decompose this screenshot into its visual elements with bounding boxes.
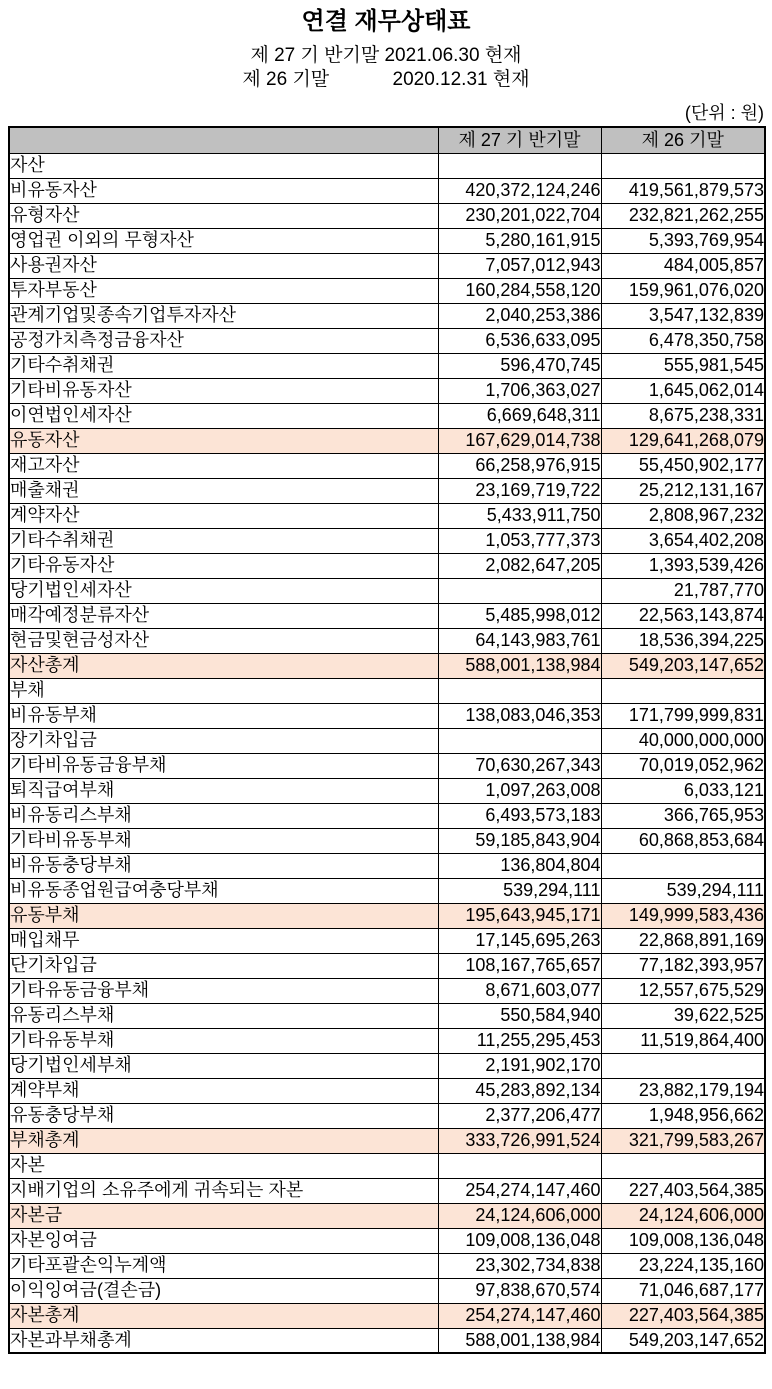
period-line-prior: 제 26 기말 2020.12.31 현재 — [242, 69, 530, 90]
value-period-26: 549,203,147,652 — [601, 1328, 765, 1353]
value-period-26: 18,536,394,225 — [601, 628, 765, 653]
table-row — [9, 203, 765, 228]
period-line-current: 제 27 기 반기말 2021.06.30 현재 — [250, 45, 522, 66]
table-row — [9, 753, 765, 778]
value-period-27: 70,630,267,343 — [438, 753, 601, 778]
account-label: 기타비유동부채 — [9, 828, 438, 853]
table-row — [9, 1053, 765, 1078]
value-period-26 — [601, 1053, 765, 1078]
value-period-27: 109,008,136,048 — [438, 1228, 601, 1253]
column-header-period-27: 제 27 기 반기말 — [438, 127, 601, 153]
value-period-27: 2,377,206,477 — [438, 1103, 601, 1128]
account-label: 계약부채 — [9, 1078, 438, 1103]
value-period-26: 70,019,052,962 — [601, 753, 765, 778]
value-period-26: 109,008,136,048 — [601, 1228, 765, 1253]
account-label: 유동충당부채 — [9, 1103, 438, 1128]
account-label: 기타유동부채 — [9, 1028, 438, 1053]
account-label: 이익잉여금(결손금) — [9, 1278, 438, 1303]
value-period-26: 419,561,879,573 — [601, 178, 765, 203]
table-row — [9, 453, 765, 478]
table-row — [9, 703, 765, 728]
value-period-26: 22,868,891,169 — [601, 928, 765, 953]
value-period-26: 149,999,583,436 — [601, 903, 765, 928]
account-label: 당기법인세자산 — [9, 578, 438, 603]
value-period-27: 230,201,022,704 — [438, 203, 601, 228]
value-period-26: 8,675,238,331 — [601, 403, 765, 428]
value-period-27: 5,280,161,915 — [438, 228, 601, 253]
account-label: 지배기업의 소유주에게 귀속되는 자본 — [9, 1178, 438, 1203]
value-period-27: 333,726,991,524 — [438, 1128, 601, 1153]
table-row — [9, 828, 765, 853]
value-period-27: 1,706,363,027 — [438, 378, 601, 403]
value-period-26: 5,393,769,954 — [601, 228, 765, 253]
table-row — [9, 853, 765, 878]
value-period-26: 484,005,857 — [601, 253, 765, 278]
account-label: 현금및현금성자산 — [9, 628, 438, 653]
table-row — [9, 878, 765, 903]
value-period-26: 6,033,121 — [601, 778, 765, 803]
table-row — [9, 1128, 765, 1153]
value-period-27: 2,040,253,386 — [438, 303, 601, 328]
value-period-27 — [438, 578, 601, 603]
table-row — [9, 578, 765, 603]
table-row — [9, 1003, 765, 1028]
value-period-27: 160,284,558,120 — [438, 278, 601, 303]
value-period-26: 39,622,525 — [601, 1003, 765, 1028]
account-label: 공정가치측정금융자산 — [9, 328, 438, 353]
table-row — [9, 403, 765, 428]
table-row — [9, 553, 765, 578]
value-period-27: 195,643,945,171 — [438, 903, 601, 928]
value-period-27: 23,169,719,722 — [438, 478, 601, 503]
table-row — [9, 1153, 765, 1178]
account-label: 자본잉여금 — [9, 1228, 438, 1253]
account-label: 유동자산 — [9, 428, 438, 453]
table-row — [9, 1103, 765, 1128]
value-period-26: 24,124,606,000 — [601, 1203, 765, 1228]
account-label: 비유동자산 — [9, 178, 438, 203]
table-row — [9, 1278, 765, 1303]
value-period-26: 11,519,864,400 — [601, 1028, 765, 1053]
account-label: 퇴직급여부채 — [9, 778, 438, 803]
value-period-26: 549,203,147,652 — [601, 653, 765, 678]
account-label: 자본 — [9, 1153, 438, 1178]
value-period-26: 21,787,770 — [601, 578, 765, 603]
value-period-26: 227,403,564,385 — [601, 1303, 765, 1328]
account-label: 자산총계 — [9, 653, 438, 678]
column-header-period-26: 제 26 기말 — [601, 127, 765, 153]
value-period-27: 167,629,014,738 — [438, 428, 601, 453]
table-row — [9, 328, 765, 353]
table-row — [9, 653, 765, 678]
account-label: 유동리스부채 — [9, 1003, 438, 1028]
value-period-26: 321,799,583,267 — [601, 1128, 765, 1153]
table-row — [9, 478, 765, 503]
value-period-27: 1,053,777,373 — [438, 528, 601, 553]
account-label: 기타수취채권 — [9, 528, 438, 553]
value-period-27: 8,671,603,077 — [438, 978, 601, 1003]
table-row — [9, 953, 765, 978]
value-period-26: 25,212,131,167 — [601, 478, 765, 503]
table-row — [9, 178, 765, 203]
table-row — [9, 678, 765, 703]
value-period-26: 3,547,132,839 — [601, 303, 765, 328]
value-period-26: 71,046,687,177 — [601, 1278, 765, 1303]
value-period-27: 6,493,573,183 — [438, 803, 601, 828]
account-label: 당기법인세부채 — [9, 1053, 438, 1078]
value-period-27: 596,470,745 — [438, 353, 601, 378]
value-period-27: 5,485,998,012 — [438, 603, 601, 628]
value-period-26: 129,641,268,079 — [601, 428, 765, 453]
table-row — [9, 778, 765, 803]
account-label: 유형자산 — [9, 203, 438, 228]
value-period-26: 22,563,143,874 — [601, 603, 765, 628]
account-label: 계약자산 — [9, 503, 438, 528]
value-period-27: 588,001,138,984 — [438, 653, 601, 678]
account-label: 부채 — [9, 678, 438, 703]
account-label: 기타포괄손익누계액 — [9, 1253, 438, 1278]
value-period-26: 60,868,853,684 — [601, 828, 765, 853]
value-period-27: 136,804,804 — [438, 853, 601, 878]
value-period-27: 59,185,843,904 — [438, 828, 601, 853]
value-period-26: 2,808,967,232 — [601, 503, 765, 528]
value-period-26: 1,645,062,014 — [601, 378, 765, 403]
table-row — [9, 803, 765, 828]
table-row — [9, 903, 765, 928]
account-label: 이연법인세자산 — [9, 403, 438, 428]
value-period-27: 97,838,670,574 — [438, 1278, 601, 1303]
table-row — [9, 1178, 765, 1203]
value-period-26: 1,948,956,662 — [601, 1103, 765, 1128]
table-row — [9, 153, 765, 178]
table-row — [9, 978, 765, 1003]
account-label: 투자부동산 — [9, 278, 438, 303]
value-period-27: 108,167,765,657 — [438, 953, 601, 978]
value-period-26: 1,393,539,426 — [601, 553, 765, 578]
account-label: 부채총계 — [9, 1128, 438, 1153]
value-period-27: 66,258,976,915 — [438, 453, 601, 478]
table-row — [9, 1028, 765, 1053]
value-period-26: 539,294,111 — [601, 878, 765, 903]
table-row — [9, 253, 765, 278]
table-row — [9, 278, 765, 303]
account-label: 비유동충당부채 — [9, 853, 438, 878]
table-row — [9, 603, 765, 628]
value-period-26: 171,799,999,831 — [601, 703, 765, 728]
table-row — [9, 378, 765, 403]
table-row — [9, 1328, 765, 1353]
account-label: 자본과부채총계 — [9, 1328, 438, 1353]
value-period-27: 23,302,734,838 — [438, 1253, 601, 1278]
table-row — [9, 353, 765, 378]
value-period-26: 55,450,902,177 — [601, 453, 765, 478]
value-period-26: 12,557,675,529 — [601, 978, 765, 1003]
table-row — [9, 1078, 765, 1103]
account-label: 자산 — [9, 153, 438, 178]
value-period-27: 1,097,263,008 — [438, 778, 601, 803]
value-period-27: 588,001,138,984 — [438, 1328, 601, 1353]
table-row — [9, 1303, 765, 1328]
value-period-27: 24,124,606,000 — [438, 1203, 601, 1228]
table-row — [9, 528, 765, 553]
value-period-26: 23,882,179,194 — [601, 1078, 765, 1103]
value-period-27 — [438, 1153, 601, 1178]
account-label: 자본총계 — [9, 1303, 438, 1328]
table-row — [9, 1253, 765, 1278]
account-label: 비유동부채 — [9, 703, 438, 728]
account-label: 비유동종업원급여충당부채 — [9, 878, 438, 903]
value-period-26: 23,224,135,160 — [601, 1253, 765, 1278]
table-row — [9, 628, 765, 653]
account-label: 매입채무 — [9, 928, 438, 953]
account-label: 단기차입금 — [9, 953, 438, 978]
value-period-26: 227,403,564,385 — [601, 1178, 765, 1203]
table-row — [9, 728, 765, 753]
balance-sheet-table — [8, 126, 766, 1354]
value-period-27: 539,294,111 — [438, 878, 601, 903]
value-period-27: 5,433,911,750 — [438, 503, 601, 528]
account-label: 기타유동금융부채 — [9, 978, 438, 1003]
value-period-27 — [438, 153, 601, 178]
account-label: 장기차입금 — [9, 728, 438, 753]
value-period-26: 77,182,393,957 — [601, 953, 765, 978]
account-label: 재고자산 — [9, 453, 438, 478]
value-period-26: 232,821,262,255 — [601, 203, 765, 228]
value-period-27: 550,584,940 — [438, 1003, 601, 1028]
value-period-27: 138,083,046,353 — [438, 703, 601, 728]
value-period-26: 6,478,350,758 — [601, 328, 765, 353]
value-period-26 — [601, 153, 765, 178]
value-period-27: 6,669,648,311 — [438, 403, 601, 428]
value-period-26: 3,654,402,208 — [601, 528, 765, 553]
value-period-26: 366,765,953 — [601, 803, 765, 828]
table-row — [9, 1203, 765, 1228]
column-header-account — [9, 127, 438, 153]
value-period-27: 420,372,124,246 — [438, 178, 601, 203]
value-period-27: 2,082,647,205 — [438, 553, 601, 578]
table-row — [9, 428, 765, 453]
account-label: 매각예정분류자산 — [9, 603, 438, 628]
value-period-26: 40,000,000,000 — [601, 728, 765, 753]
account-label: 기타비유동자산 — [9, 378, 438, 403]
account-label: 자본금 — [9, 1203, 438, 1228]
value-period-27: 45,283,892,134 — [438, 1078, 601, 1103]
account-label: 기타유동자산 — [9, 553, 438, 578]
value-period-27: 7,057,012,943 — [438, 253, 601, 278]
value-period-26 — [601, 1153, 765, 1178]
value-period-27: 17,145,695,263 — [438, 928, 601, 953]
account-label: 관계기업및종속기업투자자산 — [9, 303, 438, 328]
account-label: 비유동리스부채 — [9, 803, 438, 828]
account-label: 기타수취채권 — [9, 353, 438, 378]
table-row — [9, 303, 765, 328]
table-row — [9, 228, 765, 253]
account-label: 기타비유동금융부채 — [9, 753, 438, 778]
value-period-26 — [601, 678, 765, 703]
value-period-27 — [438, 678, 601, 703]
value-period-26 — [601, 853, 765, 878]
statement-title: 연결 재무상태표 — [301, 8, 471, 35]
table-header-row — [9, 127, 765, 153]
account-label: 사용권자산 — [9, 253, 438, 278]
table-row — [9, 928, 765, 953]
account-label: 매출채권 — [9, 478, 438, 503]
value-period-26: 159,961,076,020 — [601, 278, 765, 303]
value-period-27: 254,274,147,460 — [438, 1178, 601, 1203]
table-row — [9, 503, 765, 528]
value-period-27: 64,143,983,761 — [438, 628, 601, 653]
value-period-26: 555,981,545 — [601, 353, 765, 378]
account-label: 영업권 이외의 무형자산 — [9, 228, 438, 253]
value-period-27: 254,274,147,460 — [438, 1303, 601, 1328]
value-period-27 — [438, 728, 601, 753]
unit-note: (단위 : 원) — [684, 103, 764, 123]
value-period-27: 2,191,902,170 — [438, 1053, 601, 1078]
table-row — [9, 1228, 765, 1253]
account-label: 유동부채 — [9, 903, 438, 928]
value-period-27: 6,536,633,095 — [438, 328, 601, 353]
value-period-27: 11,255,295,453 — [438, 1028, 601, 1053]
